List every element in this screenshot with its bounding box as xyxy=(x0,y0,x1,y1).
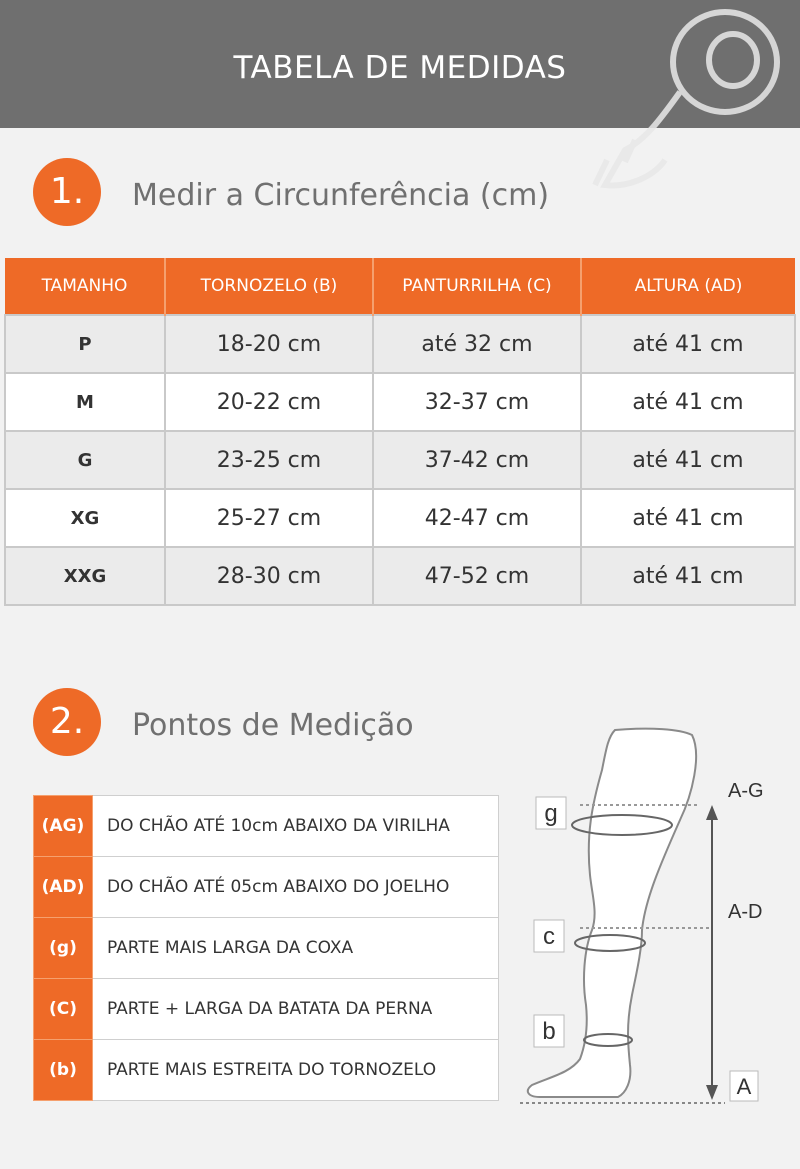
table-row xyxy=(5,373,795,431)
table-row xyxy=(5,315,795,373)
table-row xyxy=(5,547,795,605)
label-a-g: A-G xyxy=(728,780,764,802)
tornozelo-cell: 25-27 cm xyxy=(165,489,373,547)
point-code: (AD) xyxy=(34,857,93,918)
altura-cell: até 41 cm xyxy=(581,315,795,373)
point-description: PARTE + LARGA DA BATATA DA PERNA xyxy=(93,979,499,1040)
point-code: (b) xyxy=(34,1040,93,1101)
point-code: (g) xyxy=(34,918,93,979)
table-row xyxy=(5,489,795,547)
label-g: g xyxy=(544,800,558,827)
point-code: (AG) xyxy=(34,796,93,857)
size-cell: XG xyxy=(5,489,165,547)
point-description: DO CHÃO ATÉ 05cm ABAIXO DO JOELHO xyxy=(93,857,499,918)
section-1-title: Medir a Circunferência (cm) xyxy=(132,178,550,213)
size-table xyxy=(4,258,796,606)
panturrilha-cell: até 32 cm xyxy=(373,315,581,373)
table-row xyxy=(5,431,795,489)
altura-cell: até 41 cm xyxy=(581,373,795,431)
list-item xyxy=(34,918,499,979)
header-altura: ALTURA (AD) xyxy=(581,258,795,315)
header-panturrilha: PANTURRILHA (C) xyxy=(373,258,581,315)
size-cell: XXG xyxy=(5,547,165,605)
size-table-header-row xyxy=(5,258,795,315)
header-tamanho: TAMANHO xyxy=(5,258,165,315)
tornozelo-cell: 20-22 cm xyxy=(165,373,373,431)
list-item xyxy=(34,979,499,1040)
size-cell: M xyxy=(5,373,165,431)
panturrilha-cell: 32-37 cm xyxy=(373,373,581,431)
measurement-points-table xyxy=(33,795,499,1101)
measuring-tape-icon xyxy=(585,0,800,200)
tornozelo-cell: 18-20 cm xyxy=(165,315,373,373)
tornozelo-cell: 23-25 cm xyxy=(165,431,373,489)
leg-measurement-diagram xyxy=(510,725,800,1115)
size-cell: G xyxy=(5,431,165,489)
page-title: TABELA DE MEDIDAS xyxy=(233,50,567,86)
panturrilha-cell: 42-47 cm xyxy=(373,489,581,547)
label-a: A xyxy=(736,1074,752,1099)
altura-cell: até 41 cm xyxy=(581,547,795,605)
section-2-title: Pontos de Medição xyxy=(132,708,414,743)
label-b: b xyxy=(542,1018,556,1045)
size-cell: P xyxy=(5,315,165,373)
label-c: c xyxy=(543,923,555,950)
altura-cell: até 41 cm xyxy=(581,431,795,489)
section-2-number: 2. xyxy=(33,688,101,756)
list-item xyxy=(34,857,499,918)
point-description: DO CHÃO ATÉ 10cm ABAIXO DA VIRILHA xyxy=(93,796,499,857)
list-item xyxy=(34,1040,499,1101)
point-description: PARTE MAIS LARGA DA COXA xyxy=(93,918,499,979)
tornozelo-cell: 28-30 cm xyxy=(165,547,373,605)
label-a-d: A-D xyxy=(728,901,763,923)
list-item xyxy=(34,796,499,857)
panturrilha-cell: 37-42 cm xyxy=(373,431,581,489)
point-code: (C) xyxy=(34,979,93,1040)
altura-cell: até 41 cm xyxy=(581,489,795,547)
point-description: PARTE MAIS ESTREITA DO TORNOZELO xyxy=(93,1040,499,1101)
panturrilha-cell: 47-52 cm xyxy=(373,547,581,605)
header-tornozelo: TORNOZELO (B) xyxy=(165,258,373,315)
section-1-number: 1. xyxy=(33,158,101,226)
